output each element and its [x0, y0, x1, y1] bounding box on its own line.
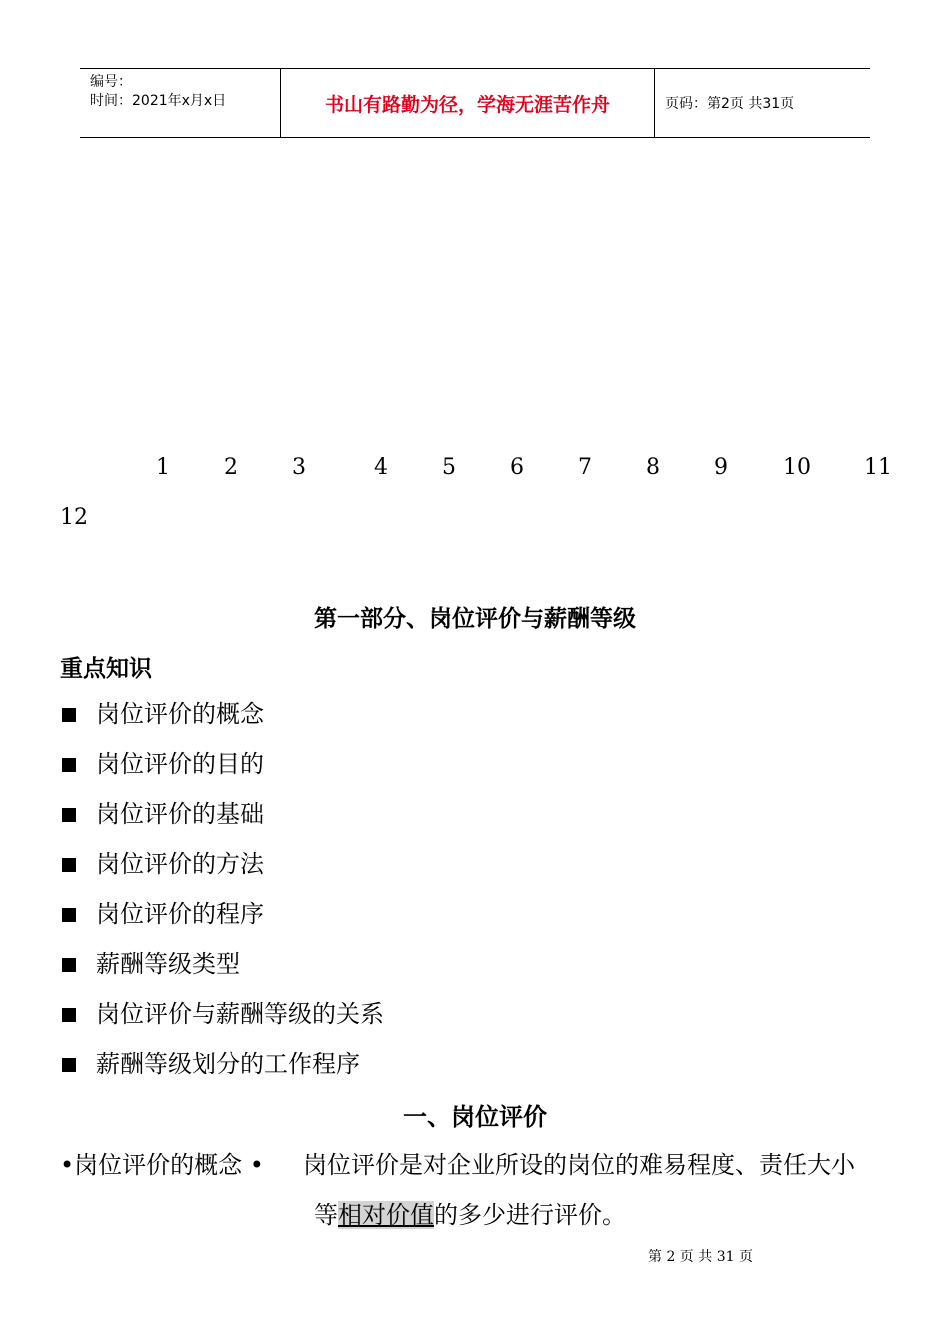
concept-line — [60, 1148, 855, 1182]
key-points-list — [60, 697, 384, 1097]
page-number: 10 — [783, 455, 811, 480]
page-number: 12 — [60, 505, 88, 530]
page-number: 2 — [224, 455, 238, 480]
page-number: 4 — [374, 455, 388, 480]
page-number-row — [0, 455, 950, 485]
concept-text-prefix: 等 — [314, 1201, 338, 1229]
list-item-text: 岗位评价的目的 — [96, 750, 264, 778]
list-item — [60, 797, 384, 847]
square-bullet-icon — [62, 1008, 76, 1022]
page-number: 9 — [714, 455, 728, 480]
page-footer: 第 2 页 共 31 页 — [648, 1249, 753, 1265]
concept-line-2 — [314, 1198, 626, 1232]
concept-label: •岗位评价的概念 • — [60, 1151, 264, 1179]
page-number: 7 — [578, 455, 592, 480]
time-label: 时间：2021年x月x日 — [90, 93, 227, 109]
number-label: 编号： — [90, 74, 132, 90]
list-item — [60, 747, 384, 797]
list-item-text: 薪酬等级类型 — [96, 950, 240, 978]
list-item-text: 岗位评价与薪酬等级的关系 — [96, 1000, 384, 1028]
header-meta — [80, 69, 281, 137]
square-bullet-icon — [62, 708, 76, 722]
square-bullet-icon — [62, 908, 76, 922]
page-number: 5 — [442, 455, 456, 480]
list-item — [60, 897, 384, 947]
page-number: 6 — [510, 455, 524, 480]
page-number: 11 — [864, 455, 892, 480]
list-item-text: 岗位评价的程序 — [96, 900, 264, 928]
list-item — [60, 947, 384, 997]
header-page-info: 页码：第2页 共31页 — [665, 96, 795, 112]
page-number: 1 — [156, 455, 170, 480]
header-motto: 书山有路勤为径，学海无涯苦作舟 — [281, 69, 655, 137]
list-item-text: 岗位评价的基础 — [96, 800, 264, 828]
highlighted-term: 相对价值 — [338, 1201, 434, 1229]
list-item-text: 岗位评价的方法 — [96, 850, 264, 878]
list-item — [60, 997, 384, 1047]
key-knowledge-heading: 重点知识 — [60, 656, 152, 682]
section-title: 一、岗位评价 — [403, 1103, 547, 1131]
square-bullet-icon — [62, 808, 76, 822]
square-bullet-icon — [62, 1058, 76, 1072]
square-bullet-icon — [62, 858, 76, 872]
page-number: 8 — [646, 455, 660, 480]
page-number: 3 — [292, 455, 306, 480]
list-item — [60, 697, 384, 747]
square-bullet-icon — [62, 758, 76, 772]
part-title: 第一部分、岗位评价与薪酬等级 — [314, 606, 636, 632]
square-bullet-icon — [62, 958, 76, 972]
concept-text-suffix: 的多少进行评价。 — [434, 1201, 626, 1229]
page-header — [80, 68, 870, 138]
list-item-text: 岗位评价的概念 — [96, 700, 264, 728]
list-item — [60, 847, 384, 897]
list-item-text: 薪酬等级划分的工作程序 — [96, 1050, 360, 1078]
list-item — [60, 1047, 384, 1097]
concept-text: 岗位评价是对企业所设的岗位的难易程度、责任大小 — [303, 1151, 855, 1179]
